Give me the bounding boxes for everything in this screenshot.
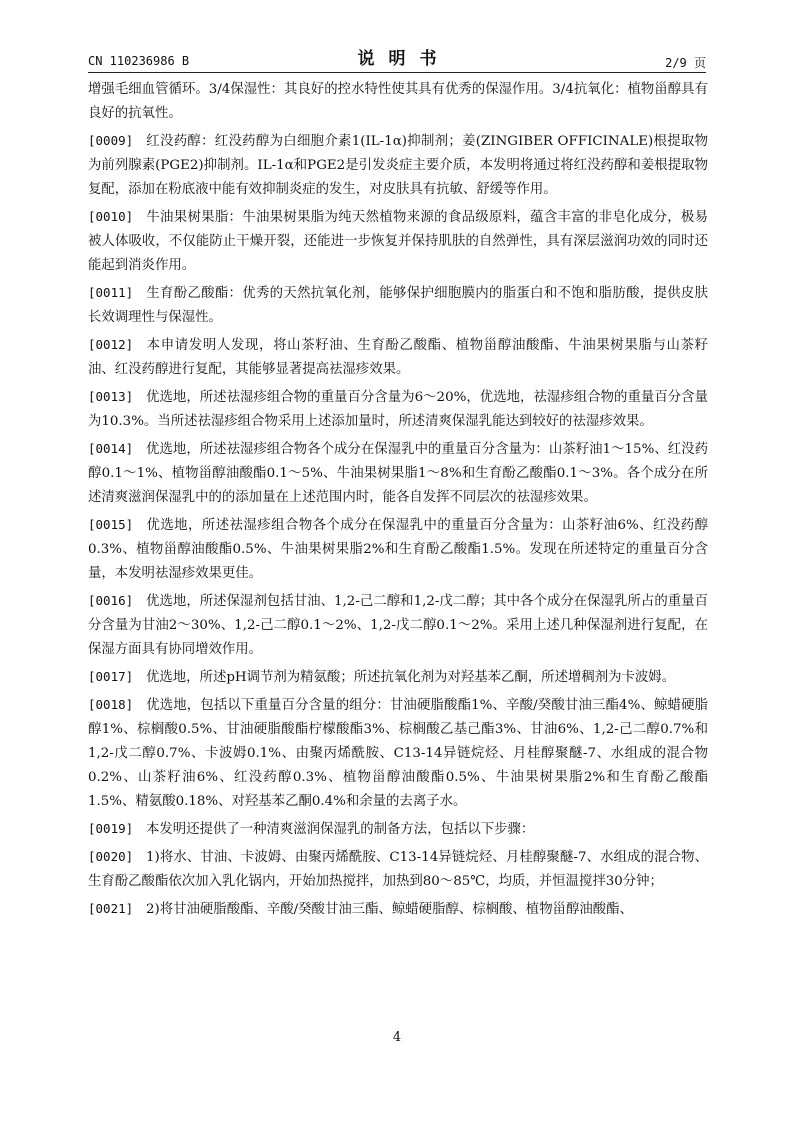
document-body [88,78,708,925]
paragraph-text: 本申请发明人发现，将山茶籽油、生育酚乙酸酯、植物甾醇油酸酯、牛油果树果脂与山茶籽油、红没药醇进行复配，其能够显著提高祛湿疹效果。 [88,338,708,377]
paragraph [88,78,708,126]
paragraph [88,665,708,690]
paragraph-text: 优选地，包括以下重量百分含量的组分：甘油硬脂酸酯1%、辛酸/癸酸甘油三酯4%、鲸蜡硬脂醇1%、棕榈酸0.5%、甘油硬脂酸酯柠檬酸酯3%、棕榈酸乙基己酯3%、甘油6%、1,2-己二醇0.7%和1,2-戊二醇0.7%、卡波姆0.1%、由聚丙烯酰胺、C13-14异链烷烃、月桂醇聚醚-7、水组成的混合物0.2%、山茶籽油6%、红没药醇0.3%、植物甾醇油酸酯0.5%、牛油果树果脂2%和生育酚乙酸酯1.5%、精氨酸0.18%、对羟基苯乙酮0.4%和余量的去离子水。 [88,698,708,809]
paragraph-number: [0014] [88,441,134,456]
paragraph [88,897,708,922]
paragraph-number: [0015] [88,517,134,532]
document-title: 说明书 [357,49,451,69]
patent-number: CN 110236986 B [88,54,190,68]
paragraph-text: 优选地，所述祛湿疹组合物各个成分在保湿乳中的重量百分含量为：山茶籽油6%、红没药醇0.3%、植物甾醇油酸酯0.5%、牛油果树果脂2%和生育酚乙酸酯1.5%。发现在所述特定的重量百分含量，本发明祛湿疹效果更佳。 [88,518,708,581]
paragraph-text: 2)将甘油硬脂酸酯、辛酸/癸酸甘油三酯、鲸蜡硬脂醇、棕榈酸、植物甾醇油酸酯、 [146,902,633,917]
paragraph [88,437,708,510]
paragraph-number: [0010] [88,209,134,224]
paragraph-number: [0021] [88,901,134,916]
paragraph-number: [0018] [88,697,134,712]
paragraph [88,129,708,202]
header-rule [88,72,706,73]
paragraph [88,205,708,278]
paragraph [88,693,708,814]
paragraph-text: 本发明还提供了一种清爽滋润保湿乳的制备方法，包括以下步骤： [146,822,535,837]
paragraph [88,281,708,330]
paragraph-text: 1)将水、甘油、卡波姆、由聚丙烯酰胺、C13-14异链烷烃、月桂醇聚醚-7、水组成的混合物、生育酚乙酸酯依次加入乳化锅内，开始加热搅拌，加热到80～85℃，均质，并恒温搅拌30分钟； [88,850,708,889]
paragraph [88,333,708,382]
paragraph-text: 优选地，所述祛湿疹组合物各个成分在保湿乳中的重量百分含量为：山茶籽油1～15%、红没药醇0.1～1%、植物甾醇油酸酯0.1～5%、牛油果树果脂1～8%和生育酚乙酸酯0.1～3%。各个成分在所述清爽滋润保湿乳中的的添加量在上述范围内时，能各自发挥不同层次的祛湿疹效果。 [88,442,708,505]
paragraph [88,385,708,434]
paragraph-text: 优选地，所述pH调节剂为精氨酸；所述抗氧化剂为对羟基苯乙酮，所述增稠剂为卡波姆。 [146,670,676,685]
page-number: 4 [392,1030,402,1045]
paragraph-number: [0013] [88,389,134,404]
paragraph [88,845,708,894]
paragraph [88,513,708,586]
paragraph-text: 生育酚乙酸酯：优秀的天然抗氧化剂，能够保护细胞膜内的脂蛋白和不饱和脂肪酸，提供皮肤长效调理性与保湿性。 [88,286,708,325]
paragraph-number: [0009] [88,133,134,148]
paragraph [88,589,708,662]
paragraph [88,817,708,842]
paragraph-text: 牛油果树果脂：牛油果树果脂为纯天然植物来源的食品级原料，蕴含丰富的非皂化成分，极易被人体吸收，不仅能防止干燥开裂，还能进一步恢复并保持肌肤的自然弹性，具有深层滋润功效的同时还能起到消炎作用。 [88,210,708,273]
paragraph-text: 优选地，所述祛湿疹组合物的重量百分含量为6～20%，优选地，祛湿疹组合物的重量百分含量为10.3%。当所述祛湿疹组合物采用上述添加量时，所述清爽保湿乳能达到较好的祛湿疹效果。 [88,390,708,429]
paragraph-number: [0012] [88,337,134,352]
paragraph-number: [0019] [88,821,134,836]
paragraph-number: [0016] [88,593,134,608]
paragraph-text: 红没药醇：红没药醇为白细胞介素1(IL-1α)抑制剂；姜(ZINGIBER OFFICINALE)根提取物为前列腺素(PGE2)抑制剂。IL-1α和PGE2是引发炎症主要介质，本发明将通过将红没药醇和姜根提取物复配，添加在粉底液中能有效抑制炎症的发生，对皮肤具有抗敏、舒缓等作用。 [88,134,708,197]
paragraph-number: [0011] [88,285,134,300]
paragraph-number: [0017] [88,669,134,684]
paragraph-text: 优选地，所述保湿剂包括甘油、1,2-己二醇和1,2-戊二醇；其中各个成分在保湿乳所占的重量百分含量为甘油2～30%、1,2-己二醇0.1～2%、1,2-戊二醇0.1～2%。采用上述几种保湿剂进行复配，在保湿方面具有协同增效作用。 [88,594,708,657]
paragraph-number: [0020] [88,849,134,864]
paragraph-text: 增强毛细血管循环。3/4保湿性：其良好的控水特性使其具有优秀的保湿作用。3/4抗氧化：植物甾醇具有良好的抗氧性。 [88,82,708,121]
page-of-indicator: 2/9 页 [665,56,706,70]
